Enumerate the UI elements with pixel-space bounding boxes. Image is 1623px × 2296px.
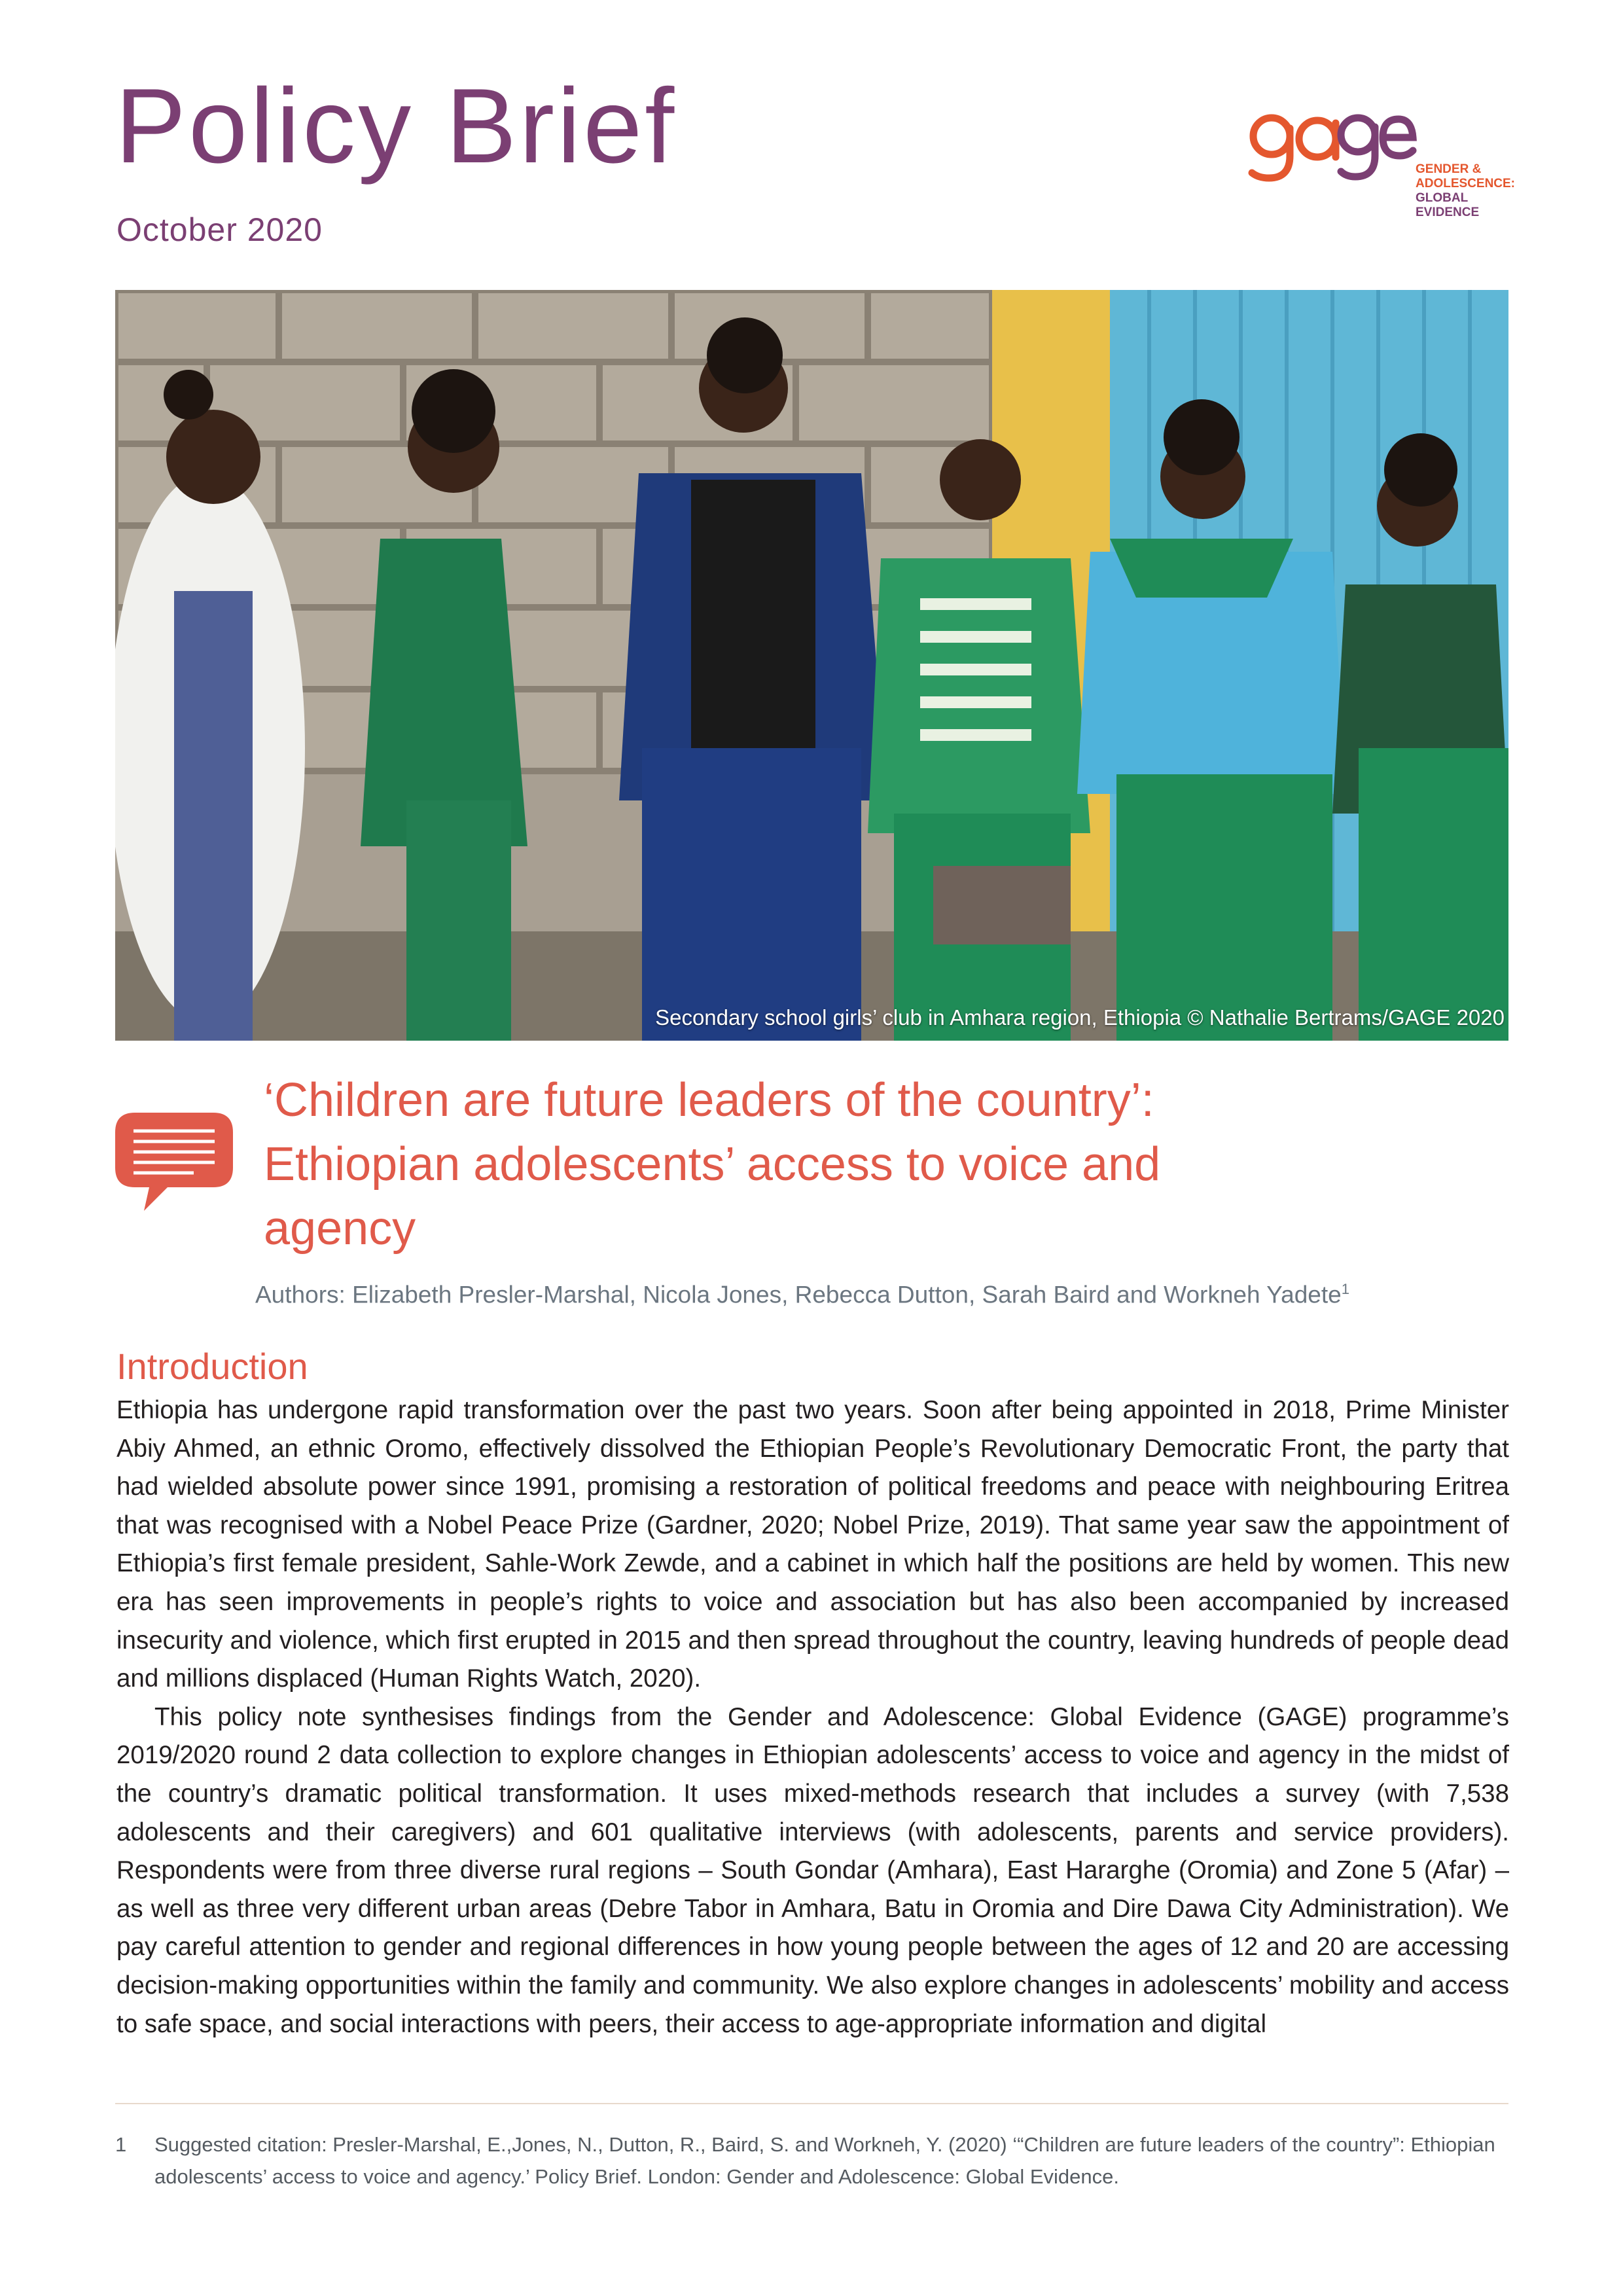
footnote-marker[interactable]: 1 — [1341, 1281, 1349, 1297]
brief-headline — [264, 1068, 1507, 1261]
logo-tagline: GENDER & ADOLESCENCE: GLOBAL EVIDENCE — [1416, 162, 1516, 219]
headline-line-1: ‘Children are future leaders of the country’: — [264, 1074, 1154, 1126]
introduction-body — [116, 1391, 1509, 2043]
hero-photo-illustration — [115, 290, 1508, 1041]
headline-line-2: Ethiopian adolescents’ access to voice and — [264, 1138, 1161, 1191]
page-title: Policy Brief — [115, 67, 677, 185]
hero-photo — [115, 290, 1508, 1041]
authors-line — [255, 1281, 1505, 1308]
speech-bubble-icon — [115, 1113, 233, 1211]
introduction-paragraph: This policy note synthesises findings from the Gender and Adolescence: Global Evidence (GAGE) programme’s 2019/2020 round 2 data collection to explore changes in Ethiopian adolescents’ access to voice and agency in the midst of the country’s dramatic political transformation. It uses mixed-methods research that includes a survey (with 7,538 adolescents and their caregivers) and 601 qualitative interviews (with adolescents, parents and service providers). Respondents were from three diverse rural regions – South Gondar (Amhara), East Hararghe (Oromia) and Zone 5 (Afar) – as well as three very different urban areas (Debre Tabor in Amhara, Batu in Oromia and Dire Dawa City Administration). We pay careful attention to gender and regional differences in how young people between the ages of 12 and 20 are accessing decision-making opportunities within the family and community. We also explore changes in adolescents’ mobility and access to safe space, and social interactions with peers, their access to age-appropriate information and digital — [116, 1702, 1509, 2038]
photo-caption: Secondary school girls’ club in Amhara region, Ethiopia © Nathalie Bertrams/GAGE 2020 — [655, 1005, 1505, 1030]
publication-date: October 2020 — [116, 211, 323, 248]
gage-logo[interactable] — [1247, 92, 1522, 223]
introduction-heading: Introduction — [116, 1346, 308, 1387]
footnote-divider — [115, 2103, 1508, 2104]
introduction-paragraph: Ethiopia has undergone rapid transformation over the past two years. Soon after being appointed in 2018, Prime Minister Abiy Ahmed, an ethnic Oromo, effectively dissolved the Ethiopian People’s Revolutionary Democratic Front, the party that had wielded absolute power since 1991, promising a restoration of political freedoms and peace with neighbouring Eritrea that was recognised with a Nobel Peace Prize (Gardner, 2020; Nobel Prize, 2019). That same year saw the appointment of Ethiopia’s first female president, Sahle-Work Zewde, and a cabinet in which half the positions are held by women. This new era has seen improvements in people’s rights to voice and association but has also been accompanied by increased insecurity and violence, which first erupted in 2015 and then spread throughout the country, leaving hundreds of people dead and millions displaced (Human Rights Watch, 2020). — [116, 1396, 1509, 1693]
authors-text: Authors: Elizabeth Presler-Marshal, Nicola Jones, Rebecca Dutton, Sarah Baird and Workneh Yadete — [255, 1281, 1342, 1308]
footnote-text: Suggested citation: Presler-Marshal, E.,Jones, N., Dutton, R., Baird, S. and Workneh, Y. (2020) ‘“Children are future leaders of the country”: Ethiopian adolescents’ access to voice and agency.’ Policy Brief. London: Gender and Adolescence: Global Evidence. — [154, 2133, 1495, 2188]
headline-line-3: agency — [264, 1202, 416, 1255]
gage-wordmark-icon — [1247, 92, 1417, 190]
footnote-number: 1 — [115, 2133, 127, 2156]
